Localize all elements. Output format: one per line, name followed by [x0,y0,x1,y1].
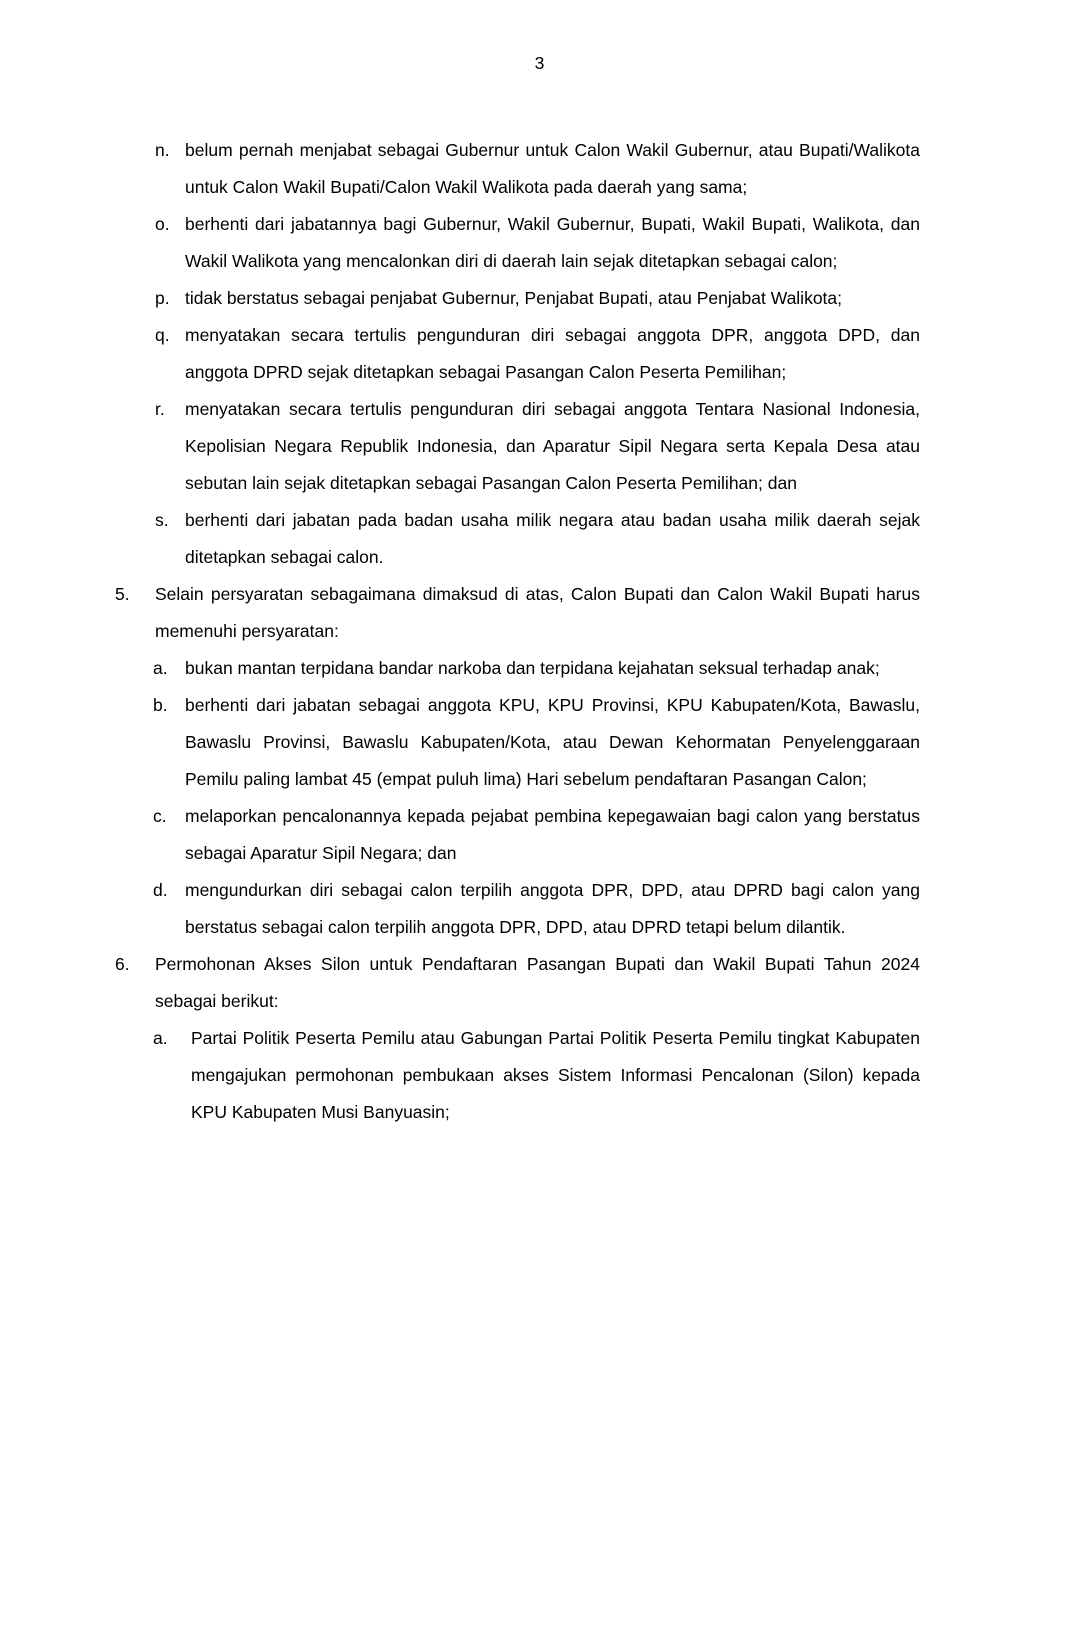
list-item-text: bukan mantan terpidana bandar narkoba dan terpidana kejahatan seksual terhadap anak; [185,658,880,678]
list-item-text: menyatakan secara tertulis pengunduran diri sebagai anggota DPR, anggota DPD, dan anggota DPRD sejak ditetapkan sebagai Pasangan Calon Peserta Pemilihan; [185,325,920,382]
list-item-marker: s. [155,510,169,530]
list-item [150,317,920,391]
list-item-marker: 5. [115,584,130,604]
list-item-marker: o. [155,214,170,234]
list-item [150,872,920,946]
list-item-text: menyatakan secara tertulis pengunduran diri sebagai anggota Tentara Nasional Indonesia, Kepolisian Negara Republik Indonesia, dan Aparatur Sipil Negara serta Kepala Desa atau sebutan lain sejak ditetapkan sebagai Pasangan Calon Peserta Pemilihan; dan [185,399,920,493]
list-item [115,946,920,1020]
list-item-marker: q. [155,325,170,345]
list-item [150,280,920,317]
list-item-text: mengundurkan diri sebagai calon terpilih anggota DPR, DPD, atau DPRD bagi calon yang berstatus sebagai calon terpilih anggota DPR, DPD, atau DPRD tetapi belum dilantik. [185,880,920,937]
list-item-marker: c. [153,806,167,826]
list-item [150,1020,920,1131]
list-item-marker: d. [153,880,168,900]
list-item-marker: b. [153,695,168,715]
list-item-text: Permohonan Akses Silon untuk Pendaftaran Pasangan Bupati dan Wakil Bupati Tahun 2024 sebagai berikut: [155,954,920,1011]
list-item-text: tidak berstatus sebagai penjabat Gubernur, Penjabat Bupati, atau Penjabat Walikota; [185,288,843,308]
list-item-text: melaporkan pencalonannya kepada pejabat pembina kepegawaian bagi calon yang berstatus sebagai Aparatur Sipil Negara; dan [185,806,920,863]
list-item [150,502,920,576]
list-item-marker: a. [153,1028,168,1048]
list-item-marker: a. [153,658,168,678]
list-item [150,391,920,502]
list-item [150,687,920,798]
list-item-marker: n. [155,140,170,160]
list-item-text: Selain persyaratan sebagaimana dimaksud di atas, Calon Bupati dan Calon Wakil Bupati harus memenuhi persyaratan: [155,584,920,641]
list-item [150,650,920,687]
document-body [115,132,920,1131]
list-item-marker: 6. [115,954,130,974]
list-item-marker: p. [155,288,170,308]
page-number: 3 [534,53,545,73]
list-item [150,132,920,206]
list-item [150,206,920,280]
list-item [150,798,920,872]
list-item-text: berhenti dari jabatannya bagi Gubernur, Wakil Gubernur, Bupati, Wakil Bupati, Walikota, dan Wakil Walikota yang mencalonkan diri di daerah lain sejak ditetapkan sebagai calon; [185,214,920,271]
list-item-text: Partai Politik Peserta Pemilu atau Gabungan Partai Politik Peserta Pemilu tingkat Kabupaten mengajukan permohonan pembukaan akses Sistem Informasi Pencalonan (Silon) kepada KPU Kabupaten Musi Banyuasin; [191,1028,920,1122]
list-item-text: berhenti dari jabatan sebagai anggota KPU, KPU Provinsi, KPU Kabupaten/Kota, Bawaslu, Bawaslu Provinsi, Bawaslu Kabupaten/Kota, atau Dewan Kehormatan Penyelenggaraan Pemilu paling lambat 45 (empat puluh lima) Hari sebelum pendaftaran Pasangan Calon; [185,695,920,789]
list-item-text: belum pernah menjabat sebagai Gubernur untuk Calon Wakil Gubernur, atau Bupati/Walikota untuk Calon Wakil Bupati/Calon Wakil Walikota pada daerah yang sama; [185,140,920,197]
list-item [115,576,920,650]
list-item-text: berhenti dari jabatan pada badan usaha milik negara atau badan usaha milik daerah sejak ditetapkan sebagai calon. [185,510,920,567]
list-item-marker: r. [155,399,165,419]
